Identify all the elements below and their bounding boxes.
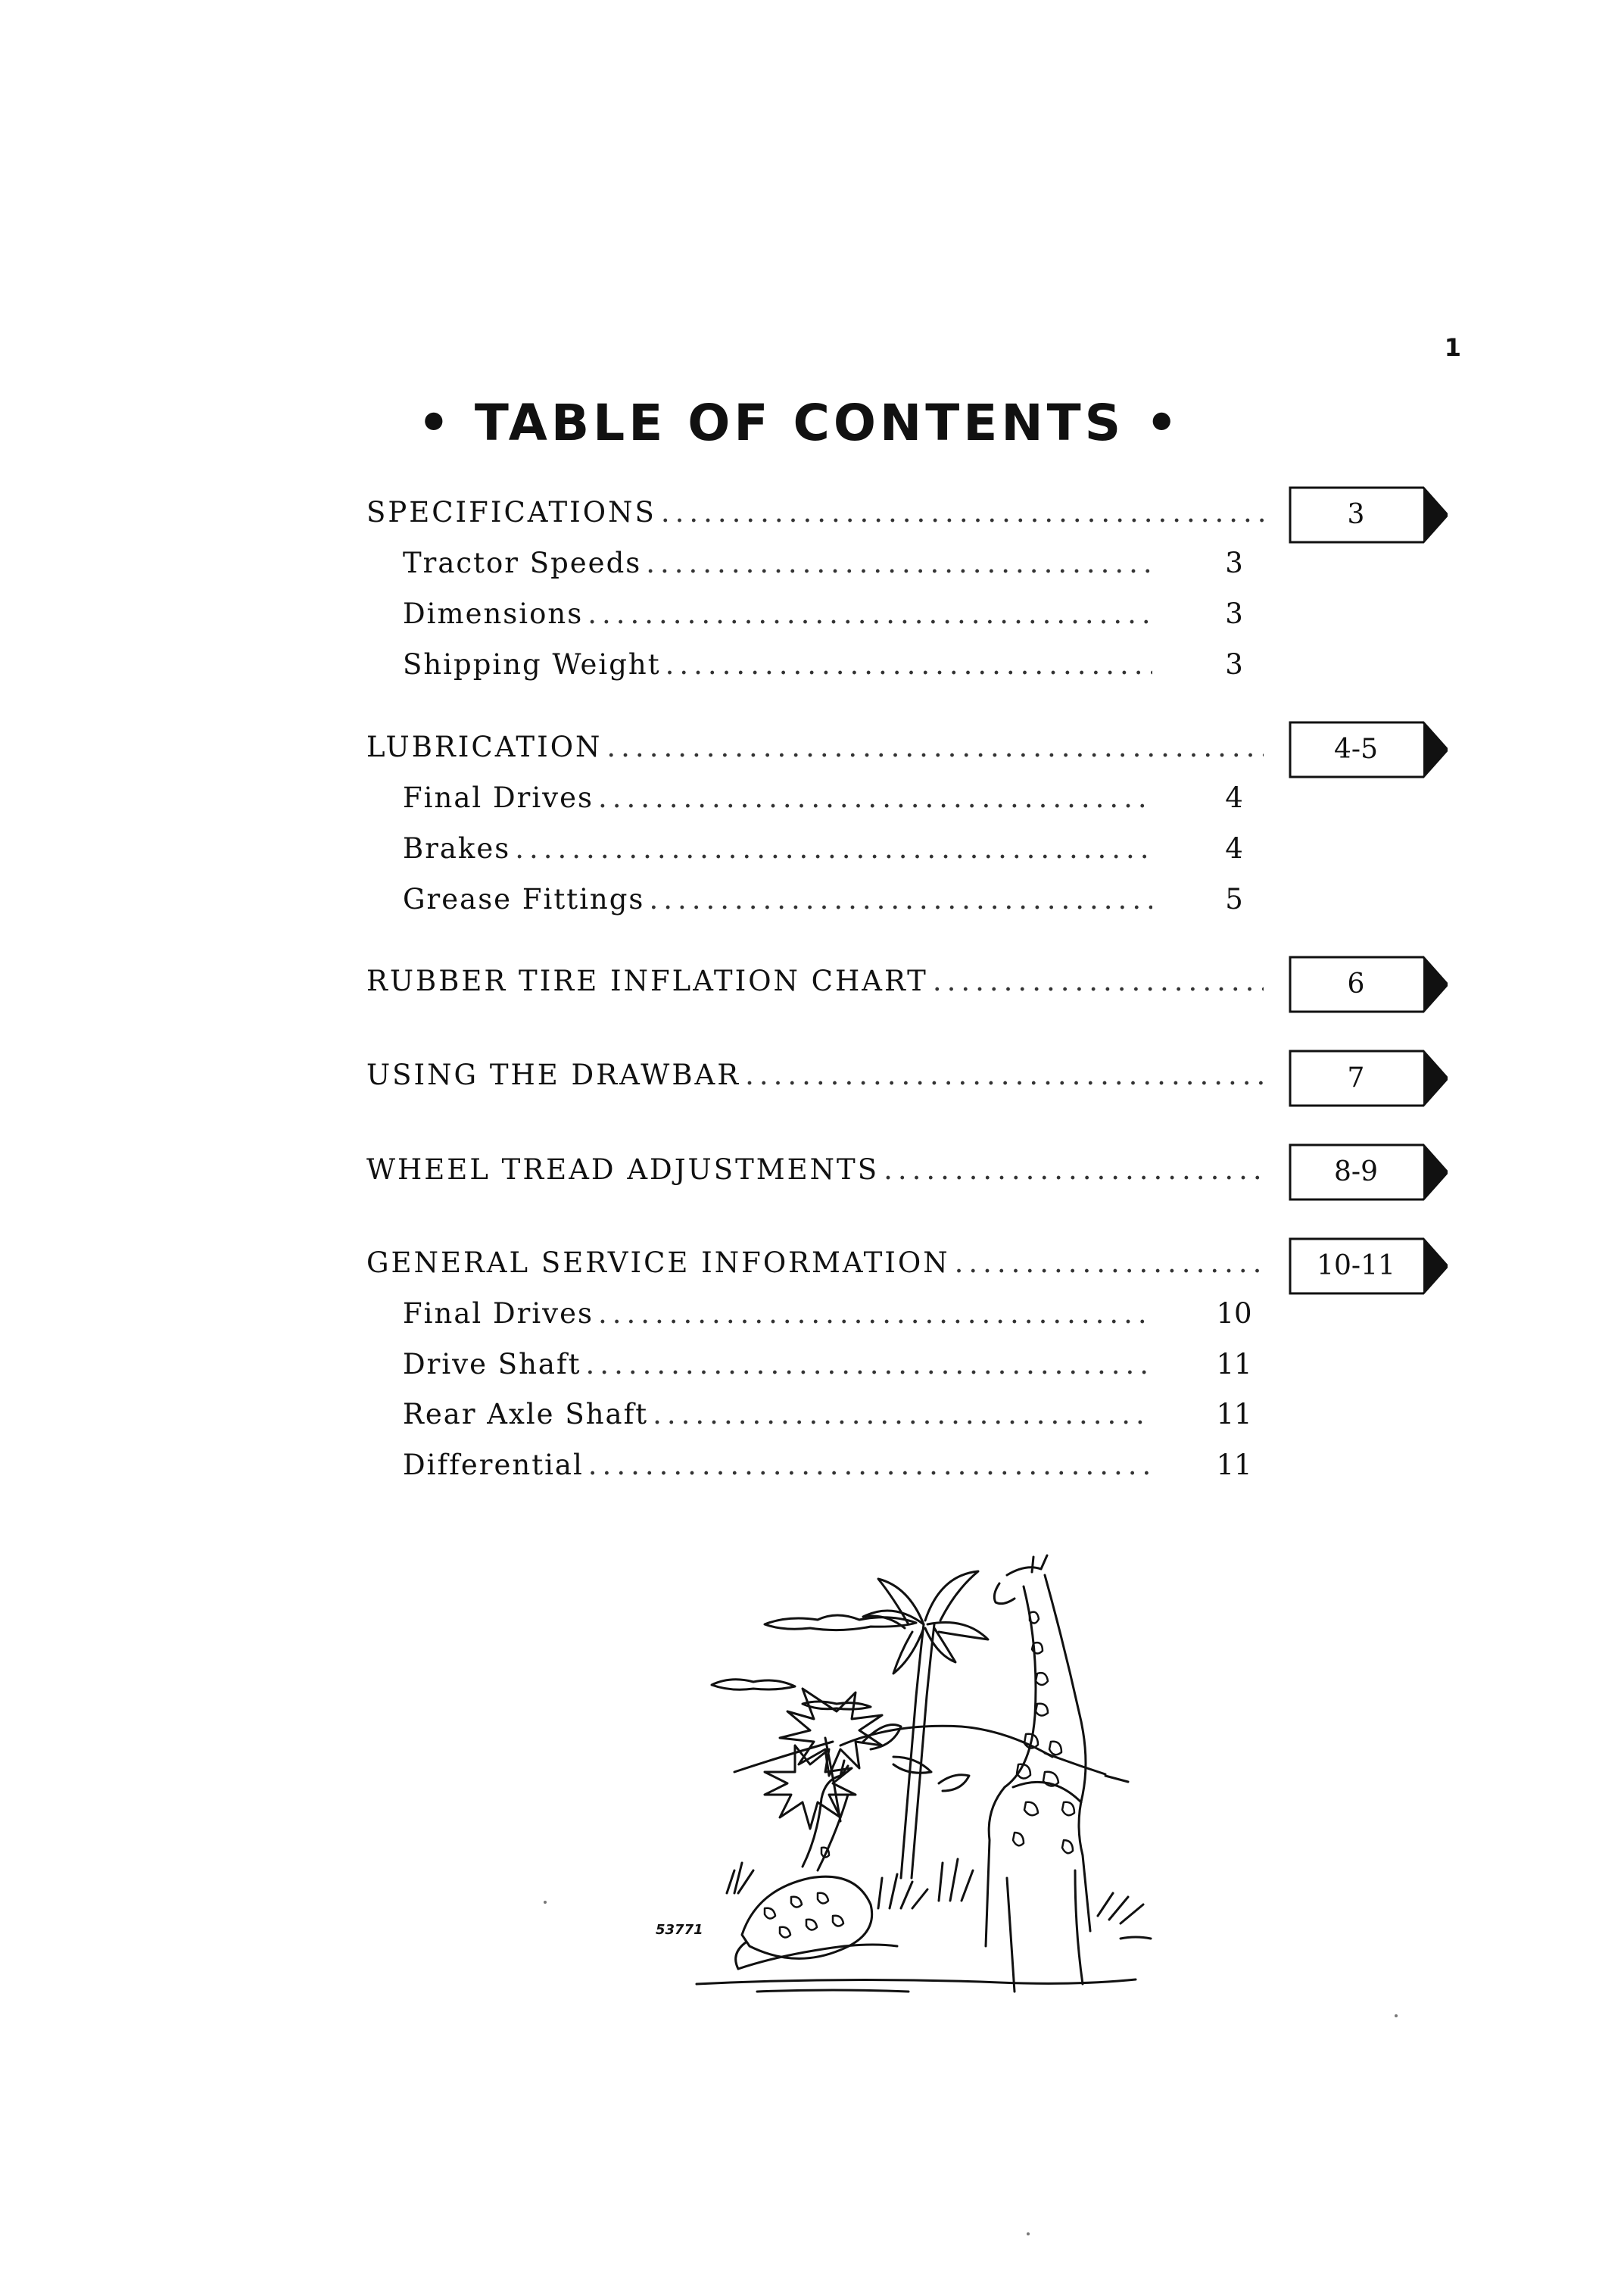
dot-leader — [588, 1449, 1152, 1481]
toc-section-wheel-tread-adjustments[interactable] — [366, 1153, 1264, 1186]
section-title: LUBRICATION — [366, 731, 603, 763]
dot-leader — [588, 597, 1152, 630]
dot-leader — [586, 1348, 1152, 1380]
toc-subsection[interactable] — [403, 1398, 1152, 1430]
section-title: GENERAL SERVICE INFORMATION — [366, 1246, 950, 1279]
page-tab-general-service-information[interactable] — [1289, 1237, 1448, 1295]
dot-leader — [745, 1059, 1264, 1091]
toc-section-specifications[interactable] — [366, 496, 1264, 529]
title-bullet-right: • — [1145, 394, 1182, 452]
section-title: SPECIFICATIONS — [366, 496, 656, 529]
dot-leader — [515, 832, 1152, 865]
dot-leader — [598, 1297, 1152, 1330]
toc-subsection[interactable] — [403, 1348, 1152, 1380]
page-title — [0, 394, 1599, 452]
scan-speck — [544, 1901, 547, 1904]
subsection-title: Brakes — [403, 832, 511, 865]
subsection-page: 11 — [1216, 1348, 1252, 1380]
page-tab-label: 4-5 — [1334, 734, 1378, 765]
toc-section-using-the-drawbar[interactable] — [366, 1059, 1264, 1091]
subsection-title: Shipping Weight — [403, 648, 661, 681]
toc-subsection[interactable] — [403, 883, 1152, 916]
illustration-plate-number: 53771 — [656, 1922, 703, 1938]
section-title: RUBBER TIRE INFLATION CHART — [366, 965, 928, 997]
dot-leader — [653, 1398, 1152, 1430]
subsection-title: Differential — [403, 1449, 584, 1481]
dot-leader — [649, 883, 1152, 916]
subsection-page: 5 — [1225, 883, 1243, 916]
toc-subsection[interactable] — [403, 1297, 1152, 1330]
page-tab-label: 8-9 — [1334, 1156, 1378, 1187]
subsection-title: Dimensions — [403, 597, 584, 630]
dot-leader — [661, 496, 1264, 529]
scan-speck — [1395, 2014, 1398, 2017]
giraffe-illustration — [651, 1515, 1196, 1999]
page-tab-lubrication[interactable] — [1289, 721, 1448, 778]
toc-subsection[interactable] — [403, 781, 1152, 814]
toc-section-lubrication[interactable] — [366, 731, 1264, 763]
dot-leader — [665, 648, 1152, 681]
subsection-title: Tractor Speeds — [403, 547, 642, 579]
toc-subsection[interactable] — [403, 648, 1152, 681]
toc-subsection[interactable] — [403, 1449, 1152, 1481]
subsection-page: 11 — [1216, 1449, 1252, 1481]
dot-leader — [884, 1153, 1264, 1186]
page-tab-label: 7 — [1347, 1062, 1365, 1093]
toc-subsection[interactable] — [403, 832, 1152, 865]
dot-leader — [606, 731, 1264, 763]
toc-section-general-service-information[interactable] — [366, 1246, 1264, 1279]
dot-leader — [598, 781, 1152, 814]
dot-leader — [646, 547, 1152, 579]
subsection-page: 4 — [1225, 781, 1243, 814]
subsection-page: 3 — [1225, 648, 1243, 681]
page-number: 1 — [1444, 333, 1461, 362]
dot-leader — [955, 1246, 1264, 1279]
toc-subsection[interactable] — [403, 547, 1152, 579]
page-tab-label: 10-11 — [1317, 1250, 1395, 1281]
subsection-title: Rear Axle Shaft — [403, 1398, 649, 1430]
page-tab-using-the-drawbar[interactable] — [1289, 1050, 1448, 1107]
section-title: USING THE DRAWBAR — [366, 1059, 741, 1091]
page-tab-label: 3 — [1347, 499, 1365, 530]
subsection-page: 3 — [1225, 597, 1243, 630]
giraffe-drawing — [651, 1515, 1196, 1999]
subsection-page: 10 — [1216, 1297, 1252, 1330]
toc-subsection[interactable] — [403, 597, 1152, 630]
subsection-title: Drive Shaft — [403, 1348, 581, 1380]
page-tab-rubber-tire-inflation-chart[interactable] — [1289, 956, 1448, 1013]
scan-speck — [1027, 2232, 1030, 2235]
subsection-page: 11 — [1216, 1398, 1252, 1430]
page-tab-specifications[interactable] — [1289, 486, 1448, 544]
page-tab-wheel-tread-adjustments[interactable] — [1289, 1143, 1448, 1201]
subsection-page: 4 — [1225, 832, 1243, 865]
section-title: WHEEL TREAD ADJUSTMENTS — [366, 1153, 880, 1186]
title-bullet-left: • — [417, 394, 454, 452]
subsection-page: 3 — [1225, 547, 1243, 579]
subsection-title: Grease Fittings — [403, 883, 645, 916]
subsection-title: Final Drives — [403, 1297, 594, 1330]
page-title-text: TABLE OF CONTENTS — [474, 394, 1125, 452]
page-tab-label: 6 — [1347, 969, 1365, 1000]
toc-section-rubber-tire-inflation-chart[interactable] — [366, 965, 1264, 997]
subsection-title: Final Drives — [403, 781, 594, 814]
dot-leader — [933, 965, 1264, 997]
